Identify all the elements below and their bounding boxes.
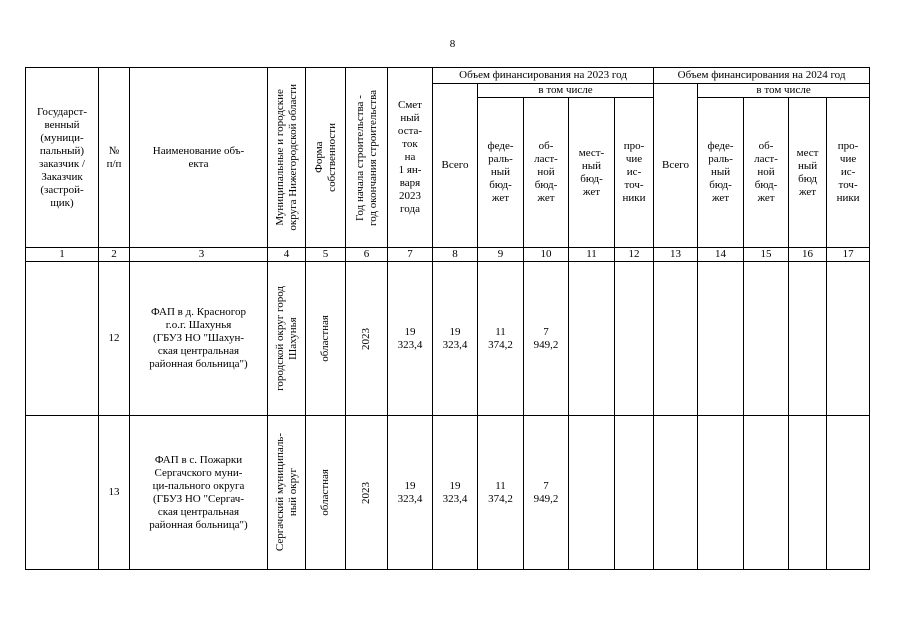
cell-ownership: областная (306, 416, 346, 570)
header-customer: Государст- венный (муници- пальный) заказчик / Заказчик (застрой- щик) (26, 68, 99, 248)
header-other-2024: про- чие ис- точ- ники (827, 98, 870, 248)
header-municipality: Муниципальные и городские округа Нижегородской области (268, 68, 306, 248)
cell-other-2023 (615, 262, 654, 416)
header-fin-2024: Объем финансирования на 2024 год (654, 68, 870, 84)
cell-local-2024 (789, 262, 827, 416)
header-federal-2024: феде- раль- ный бюд- жет (698, 98, 744, 248)
cell-local-2023 (569, 416, 615, 570)
column-number: 11 (569, 248, 615, 262)
cell-total-2023: 19 323,4 (433, 416, 478, 570)
cell-total-2023: 19 323,4 (433, 262, 478, 416)
header-total-2024: Всего (654, 84, 698, 248)
column-number: 1 (26, 248, 99, 262)
header-other-2023: про- чие ис- точ- ники (615, 98, 654, 248)
column-number: 15 (744, 248, 789, 262)
column-number: 16 (789, 248, 827, 262)
header-regional-2023: об- ласт- ной бюд- жет (524, 98, 569, 248)
column-number: 4 (268, 248, 306, 262)
cell-regional-2024 (744, 416, 789, 570)
column-number: 8 (433, 248, 478, 262)
header-federal-2023: феде- раль- ный бюд- жет (478, 98, 524, 248)
cell-local-2023 (569, 262, 615, 416)
cell-regional-2024 (744, 262, 789, 416)
header-total-2023: Всего (433, 84, 478, 248)
page-number: 8 (449, 38, 456, 50)
financing-table (25, 67, 870, 570)
column-numbers-row (26, 248, 870, 262)
header-num: № п/п (99, 68, 130, 248)
cell-regional-2023: 7 949,2 (524, 262, 569, 416)
cell-customer (26, 416, 99, 570)
header-local-2024: мест ный бюд жет (789, 98, 827, 248)
column-number: 6 (346, 248, 388, 262)
column-number: 17 (827, 248, 870, 262)
cell-num: 12 (99, 262, 130, 416)
header-ownership: Форма собственности (306, 68, 346, 248)
cell-other-2024 (827, 262, 870, 416)
header-including-2023: в том числе (478, 84, 654, 98)
cell-remaining: 19 323,4 (388, 416, 433, 570)
cell-other-2023 (615, 416, 654, 570)
cell-year: 2023 (346, 262, 388, 416)
column-number: 9 (478, 248, 524, 262)
cell-federal-2024 (698, 262, 744, 416)
column-number: 3 (130, 248, 268, 262)
header-fin-2023: Объем финансирования на 2023 год (433, 68, 654, 84)
header-remaining: Смет ный оста- ток на 1 ян- варя 2023 года (388, 68, 433, 248)
header-object-name: Наименование объ- екта (130, 68, 268, 248)
cell-customer (26, 262, 99, 416)
cell-object-name: ФАП в д. Красногор г.о.г. Шахунья (ГБУЗ НО "Шахун- ская центральная районная больница") (130, 262, 268, 416)
cell-federal-2023: 11 374,2 (478, 262, 524, 416)
table-row (26, 416, 870, 570)
cell-object-name: ФАП в с. Пожарки Сергачского муни- ци-пального округа (ГБУЗ НО "Сергач- ская центральная районная больница") (130, 416, 268, 570)
cell-other-2024 (827, 416, 870, 570)
column-number: 7 (388, 248, 433, 262)
cell-federal-2024 (698, 416, 744, 570)
cell-regional-2023: 7 949,2 (524, 416, 569, 570)
cell-ownership: областная (306, 262, 346, 416)
cell-municipality: городской округ город Шахунья (268, 262, 306, 416)
column-number: 2 (99, 248, 130, 262)
column-number: 12 (615, 248, 654, 262)
cell-total-2024 (654, 262, 698, 416)
header-including-2024: в том числе (698, 84, 870, 98)
column-number: 13 (654, 248, 698, 262)
column-number: 5 (306, 248, 346, 262)
header-years: Год начала строительства - год окончания строительства (346, 68, 388, 248)
header-local-2023: мест- ный бюд- жет (569, 98, 615, 248)
cell-local-2024 (789, 416, 827, 570)
cell-total-2024 (654, 416, 698, 570)
column-number: 10 (524, 248, 569, 262)
cell-remaining: 19 323,4 (388, 262, 433, 416)
table-row (26, 262, 870, 416)
cell-municipality: Сергачский муниципаль- ный округ (268, 416, 306, 570)
column-number: 14 (698, 248, 744, 262)
cell-num: 13 (99, 416, 130, 570)
header-regional-2024: об- ласт- ной бюд- жет (744, 98, 789, 248)
cell-year: 2023 (346, 416, 388, 570)
cell-federal-2023: 11 374,2 (478, 416, 524, 570)
